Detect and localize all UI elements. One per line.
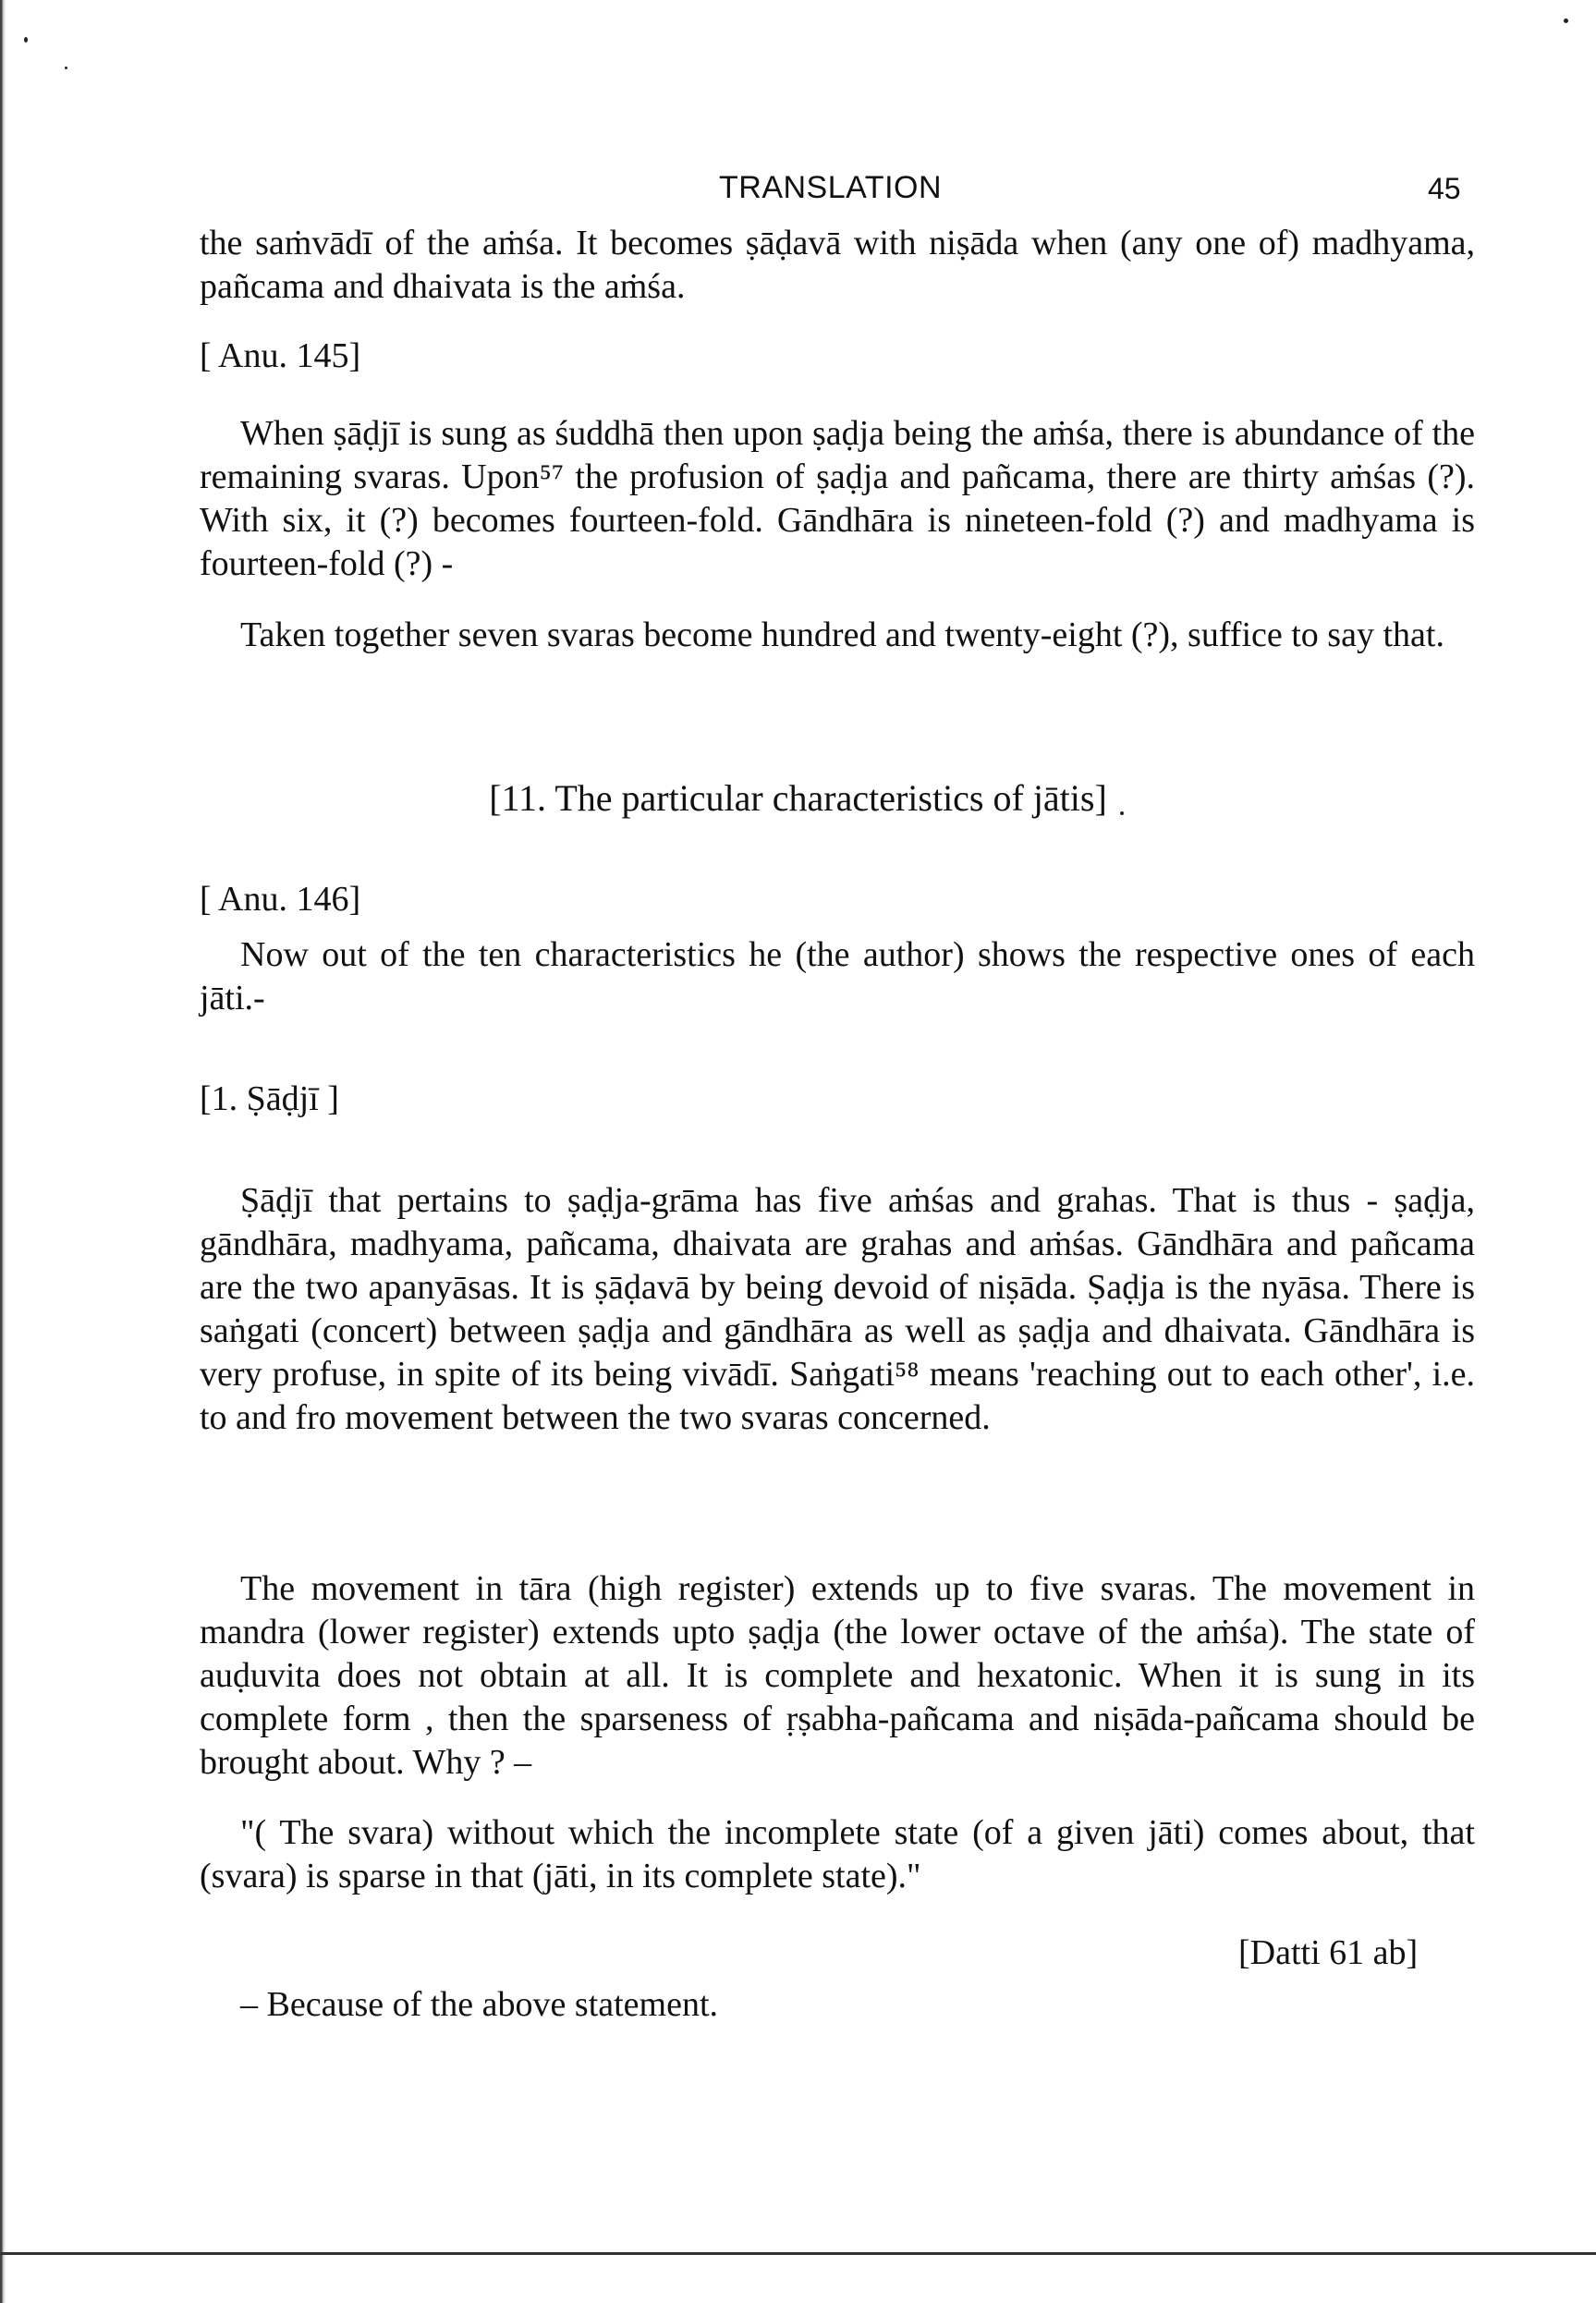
scan-edge-bottom [0,2252,1596,2255]
paragraph-text: the saṁvādī of the aṁśa. It becomes ṣāḍavā with niṣāda when (any one of) madhyama, pañcama and dhaivata is the aṁśa. [200,224,1475,306]
paragraph-movement [200,1567,1475,1785]
scan-speck [1564,18,1568,23]
paragraph-text: Taken together seven svaras become hundred and twenty-eight (?), suffice to say that. [240,615,1444,654]
paragraph-seven-svaras [200,614,1475,657]
scan-edge-left [0,0,6,2303]
anu-146-label: [ Anu. 146] [200,880,361,919]
paragraph-text: When ṣāḍjī is sung as śuddhā then upon ṣaḍja being the aṁśa, there is abundance of the remaining svaras. Upon⁵⁷ the profusion of ṣaḍja and pañcama, there are thirty aṁśas (?). With six, it (?) becomes fourteen-fold. Gāndhāra is nineteen-fold (?) and madhyama is fourteen-fold (?) - [200,414,1475,583]
paragraph-ten-characteristics [200,933,1475,1020]
running-title: TRANSLATION [719,170,943,205]
page-number: 45 [1428,172,1461,205]
paragraph-text: Now out of the ten characteristics he (the author) shows the respective ones of each jāti.- [200,935,1475,1017]
scan-speck [24,37,28,43]
paragraph-because [200,1983,1475,2027]
anu-145-label: [ Anu. 145] [200,336,361,375]
paragraph-text: Ṣāḍjī that pertains to ṣaḍja-grāma has five aṁśas and grahas. That is thus - ṣaḍja, gāndhāra, madhyama, pañcama, dhaivata are grahas and aṁśas. Gāndhāra and pañcama are the two apanyāsas. It is ṣāḍavā by being devoid of niṣāda. Ṣaḍja is the nyāsa. There is saṅgati (concert) between ṣaḍja and gāndhāra as well as ṣaḍja and dhaivata. Gāndhāra is very profuse, in spite of its being vivādī. Saṅgati⁵⁸ means 'reaching out to each other', i.e. to and fro movement between the two svaras concerned. [200,1181,1475,1437]
paragraph-sadji-definition [200,1179,1475,1440]
jati-heading: [1. Ṣāḍjī ] [200,1079,339,1118]
paragraph-quotation [200,1811,1475,1898]
scan-speck [65,67,67,69]
paragraph-text: – Because of the above statement. [240,1985,719,2024]
paragraph-sadji-suddha [200,412,1475,586]
paragraph-samvadi [200,222,1475,309]
section-heading: [11. The particular characteristics of jātis] [489,777,1107,819]
paragraph-text: The movement in tāra (high register) extends up to five svaras. The movement in mandra (lower register) extends upto ṣaḍja (the lower octave of the aṁśa). The state of auḍuvita does not obtain at all. It is complete and hexatonic. When it is sung in its complete form , then the sparseness of ṛṣabha-pañcama and niṣāda-pañcama should be brought about. Why ? – [200,1569,1475,1782]
citation: [Datti 61 ab] [1238,1933,1419,1972]
paragraph-text: "( The svara) without which the incomplete state (of a given jāti) comes about, that (svara) is sparse in that (jāti, in its complete state)." [200,1813,1475,1895]
